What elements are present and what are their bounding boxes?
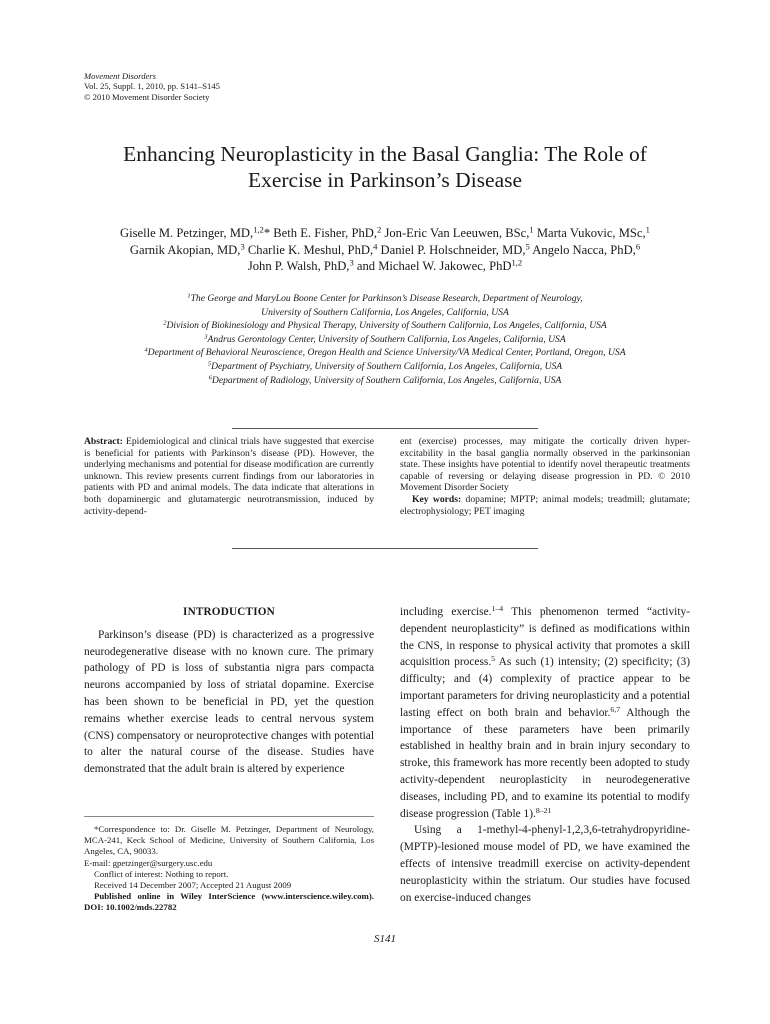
footnote-rule xyxy=(84,816,374,817)
title-line-1: Enhancing Neuroplasticity in the Basal Ganglia: The Role of xyxy=(123,142,647,166)
section-heading: INTRODUCTION xyxy=(183,606,275,618)
affiliation: $^6$Department of Radiology, University of Southern California, Los Angeles, California, USA xyxy=(208,373,562,386)
abstract-bottom-rule xyxy=(232,548,538,549)
paragraph: Using a 1-methyl-4-phenyl-1,2,3,6-tetrahydropyridine-(MPTP)-lesioned mouse model of PD, we have examined the effects of intensive treadmill exercise on activity-dependent neuroplasticity within the striatum. Our studies have focused on exercise-induced changes xyxy=(400,824,690,904)
email: E-mail: gpetzinger@surgery.usc.edu xyxy=(84,857,213,868)
author-list xyxy=(60,225,710,275)
author: Charlie K. Meshul, PhD,$^4$ xyxy=(247,240,378,257)
keywords-label: Key words: xyxy=(412,493,462,505)
published-online: Published online in Wiley InterScience (www.interscience.wiley.com). DOI: 10.1002/mds.22782 xyxy=(84,891,374,913)
title-line-2: Exercise in Parkinson’s Disease xyxy=(247,168,523,192)
footnote xyxy=(84,824,374,914)
author: Beth E. Fisher, PhD,$^2$ xyxy=(273,224,382,240)
affiliation: $^4$Department of Behavioral Neuroscience, Oregon Health and Science University/VA Medical Center, Portland, Oregon, USA xyxy=(144,346,626,359)
author: John P. Walsh, PhD,$^3$ and xyxy=(247,257,379,273)
article-title xyxy=(60,141,710,193)
author: Michael W. Jakowec, PhD$^{1,2}$ xyxy=(378,257,523,273)
author: Daniel P. Holschneider, MD,$^5$ xyxy=(380,240,530,257)
abstract-right xyxy=(400,436,690,517)
author: Giselle M. Petzinger, MD,$^{1,2}$* xyxy=(120,224,274,240)
abstract-text-left: Epidemiological and clinical trials have suggested that exercise is beneficial for patients with Parkinson’s disease (PD). However, the underlying mechanisms and potential for disease modification are currently unknown. This review presents current findings from our laboratories in patients with PD and animal models. The data indicate that alterations in both dopaminergic and glutamatergic neurotransmission, induced by activity-depend- xyxy=(84,436,374,517)
paragraph: Parkinson’s disease (PD) is characterized as a progressive neurodegenerative disease with no known cure. The primary pathology of PD is loss of substantia nigra pars compacta neurons accompanied by loss of striatal dopamine. Exercise has been shown to be beneficial in PD, yet the question remains whether exercise leads to central nervous system (CNS) compensatory or neuroprotective changes with potential to alter the natural course of the disease. Studies have demonstrated that the adult brain is altered by experience xyxy=(84,628,374,776)
paragraph: including exercise.$^{1-4}$ This phenomenon termed “activity-dependent neuroplasticity” is defined as modifications within the CNS, in response to physical activity that promotes a skill acquisition process.$^5$ As such (1) intensity; (2) specificity; (3) difficulty; and (4) complexity of practice appear to be important parameters for driving neuroplasticity and a potential lasting effect on both brain and behavior.$^{6,7}$ Although the importance of these parameters have been primarily established in healthy brain and in brain injury secondary to stroke, this framework has more recently been adopted to study activity-dependent neuroplasticity in neurodegenerative diseases, including PD, and to examine its potential to modify disease progression (Table 1).$^{8-21}$ xyxy=(400,603,690,820)
page-number: S141 xyxy=(374,933,396,945)
journal-volume: Vol. 25, Suppl. 1, 2010, pp. S141–S145 xyxy=(84,81,220,92)
affiliation: University of Southern California, Los Angeles, California, USA xyxy=(261,306,509,318)
correspondence: *Correspondence to: Dr. Giselle M. Petzinger, Department of Neurology, MCA-241, Keck School of Medicine, University of Southern California, Los Angeles, CA, 90033. xyxy=(84,824,374,857)
affiliation: $^2$Division of Biokinesiology and Physical Therapy, University of Southern California, Los Angeles, California, USA xyxy=(163,319,607,332)
reference-citation: 6,7 xyxy=(610,704,621,714)
conflict-of-interest: Conflict of interest: Nothing to report. xyxy=(94,868,229,879)
affiliation: $^1$The George and MaryLou Boone Center for Parkinson’s Disease Research, Department of Neurology, xyxy=(187,292,583,304)
author: Jon-Eric Van Leeuwen, BSc,$^1$ xyxy=(384,224,534,240)
journal-header xyxy=(84,71,220,102)
received-date: Received 14 December 2007; Accepted 21 August 2009 xyxy=(94,880,292,891)
journal-name: Movement Disorders xyxy=(84,71,156,81)
author: Garnik Akopian, MD,$^3$ xyxy=(129,240,245,257)
keywords: dopamine; MPTP; animal models; treadmill; glutamate; electrophysiology; PET imaging xyxy=(400,493,690,517)
body-column-right xyxy=(400,604,690,906)
abstract-text-right: ent (exercise) processes, may mitigate the cortically driven hyper-excitability in the basal ganglia normally observed in the parkinsonian state. These insights have potential to identify novel therapeutic treatments capable of reversing or delaying disease progression in PD. © 2010 Movement Disorder Society xyxy=(400,436,690,494)
reference-citation: 8–21 xyxy=(535,805,552,815)
reference-citation: 5 xyxy=(491,654,496,664)
journal-copyright: © 2010 Movement Disorder Society xyxy=(84,91,210,102)
body-column-left xyxy=(84,604,374,778)
affiliation-list xyxy=(60,292,710,387)
author: Marta Vukovic, MSc,$^1$ xyxy=(536,224,650,240)
abstract-top-rule xyxy=(232,428,538,429)
abstract-label: Abstract: xyxy=(84,436,123,447)
author: Angelo Nacca, PhD,$^6$ xyxy=(532,240,641,257)
affiliation: $^3$Andrus Gerontology Center, University of Southern California, Los Angeles, California, USA xyxy=(204,333,566,345)
reference-citation: 1–4 xyxy=(491,603,504,613)
affiliation: $^5$Department of Psychiatry, University of Southern California, Los Angeles, California, USA xyxy=(207,360,563,372)
abstract-left xyxy=(84,436,374,517)
